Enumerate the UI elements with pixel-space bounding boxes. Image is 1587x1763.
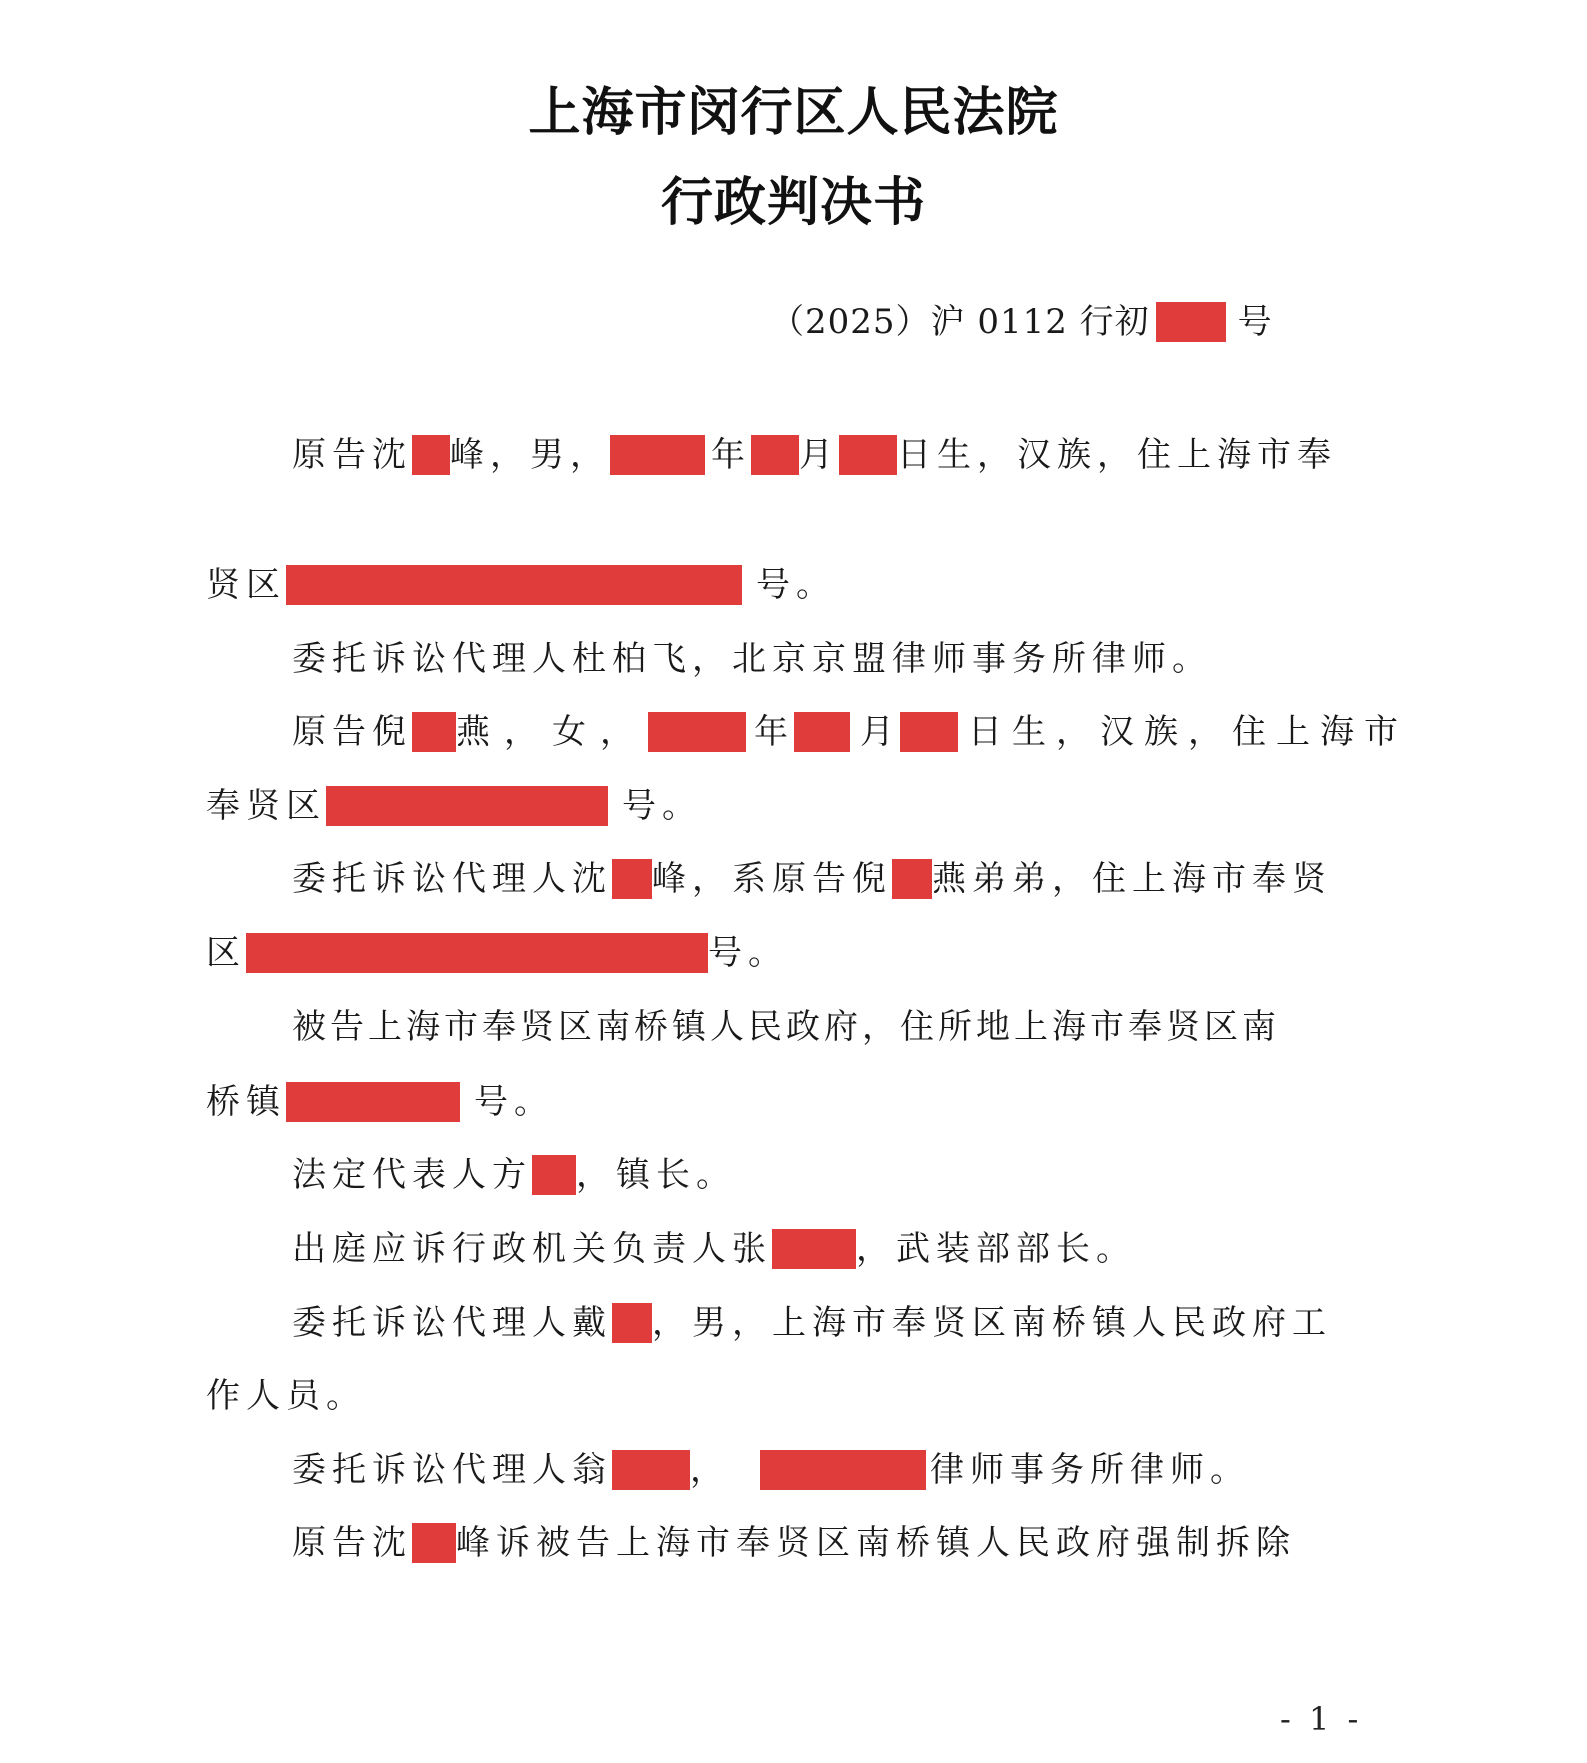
redaction-block	[610, 435, 705, 475]
text-segment: 燕弟弟，住上海市奉贤	[932, 859, 1332, 899]
defendant-line-1: 被告上海市奉贤区南桥镇人民政府，住所地上海市奉贤区南	[292, 1007, 1280, 1047]
redaction-block	[612, 859, 652, 899]
text-segment: 年	[754, 712, 794, 752]
redaction-block	[412, 1523, 456, 1563]
text-segment: 燕，女，	[456, 712, 648, 752]
plaintiff-2-line-1	[292, 710, 1408, 754]
text-segment: 委托诉讼代理人戴	[292, 1303, 612, 1343]
text-segment: 日生，汉族，住上海市	[968, 712, 1408, 752]
defendant-line-2	[206, 1080, 554, 1124]
text-segment: ，	[690, 1450, 730, 1490]
text-segment: 原告沈	[292, 1523, 412, 1563]
redaction-block	[772, 1229, 856, 1269]
text-segment: ，男，上海市奉贤区南桥镇人民政府工	[652, 1303, 1332, 1343]
responsible-person-line	[292, 1227, 1136, 1271]
agent-dai-line-2: 作人员。	[206, 1376, 366, 1416]
page-number: - 1 -	[1280, 1700, 1363, 1738]
plaintiff-1-line-1	[292, 433, 1337, 477]
text-segment: 律师事务所律师。	[930, 1450, 1250, 1490]
text-segment: 号。	[622, 786, 702, 826]
redaction-block	[839, 435, 897, 475]
redaction-block	[751, 435, 799, 475]
case-number-line	[770, 300, 1278, 344]
text-segment: 峰诉被告上海市奉贤区南桥镇人民政府强制拆除	[456, 1523, 1296, 1563]
text-segment: 委托诉讼代理人沈	[292, 859, 612, 899]
case-number-suffix: 号	[1237, 302, 1278, 342]
text-segment: 月	[799, 435, 839, 475]
legal-representative-line	[292, 1153, 736, 1197]
text-segment: 峰，系原告倪	[652, 859, 892, 899]
text-segment: 法定代表人方	[292, 1155, 532, 1195]
case-number-prefix: （2025）沪 0112 行初	[770, 302, 1150, 342]
redaction-block	[760, 1450, 926, 1490]
text-segment: 委托诉讼代理人翁	[292, 1450, 612, 1490]
text-segment: ，武装部部长。	[856, 1229, 1136, 1269]
text-segment: 区	[206, 933, 246, 973]
text-segment: 年	[711, 435, 751, 475]
redaction-block	[412, 712, 456, 752]
redaction-block	[648, 712, 746, 752]
text-segment: 峰，男，	[450, 435, 610, 475]
text-segment: 号。	[756, 565, 836, 605]
redaction-block	[794, 712, 850, 752]
agent-weng-line	[292, 1448, 1250, 1492]
text-segment: 日生，汉族，住上海市奉	[897, 435, 1337, 475]
text-segment: 原告沈	[292, 435, 412, 475]
agent-shen-line-2	[206, 931, 788, 975]
text-segment: 月	[860, 712, 900, 752]
redaction-block	[246, 933, 708, 973]
redaction-block	[612, 1450, 690, 1490]
text-segment: 号。	[474, 1082, 554, 1122]
redaction-block	[326, 786, 608, 826]
text-segment: 出庭应诉行政机关负责人张	[292, 1229, 772, 1269]
text-segment: 桥镇	[206, 1082, 286, 1122]
case-statement-line	[292, 1521, 1296, 1565]
redaction-block	[532, 1155, 576, 1195]
plaintiff-1-line-2	[206, 563, 836, 607]
text-segment: 奉贤区	[206, 786, 326, 826]
court-name-title: 上海市闵行区人民法院	[528, 82, 1059, 143]
redaction-block	[286, 565, 742, 605]
text-segment: 号。	[708, 933, 788, 973]
redaction-block	[892, 859, 932, 899]
plaintiff-2-line-2	[206, 784, 702, 828]
redaction-block	[286, 1082, 460, 1122]
redaction-block	[1156, 302, 1226, 342]
document-type-title: 行政判决书	[660, 172, 926, 233]
text-segment: 原告倪	[292, 712, 412, 752]
text-segment: 贤区	[206, 565, 286, 605]
agent-shen-line-1	[292, 857, 1332, 901]
redaction-block	[412, 435, 450, 475]
text-segment: ，镇长。	[576, 1155, 736, 1195]
agent-dai-line-1	[292, 1301, 1332, 1345]
redaction-block	[612, 1303, 652, 1343]
agent-du-line: 委托诉讼代理人杜柏飞，北京京盟律师事务所律师。	[292, 639, 1212, 679]
redaction-block	[900, 712, 958, 752]
